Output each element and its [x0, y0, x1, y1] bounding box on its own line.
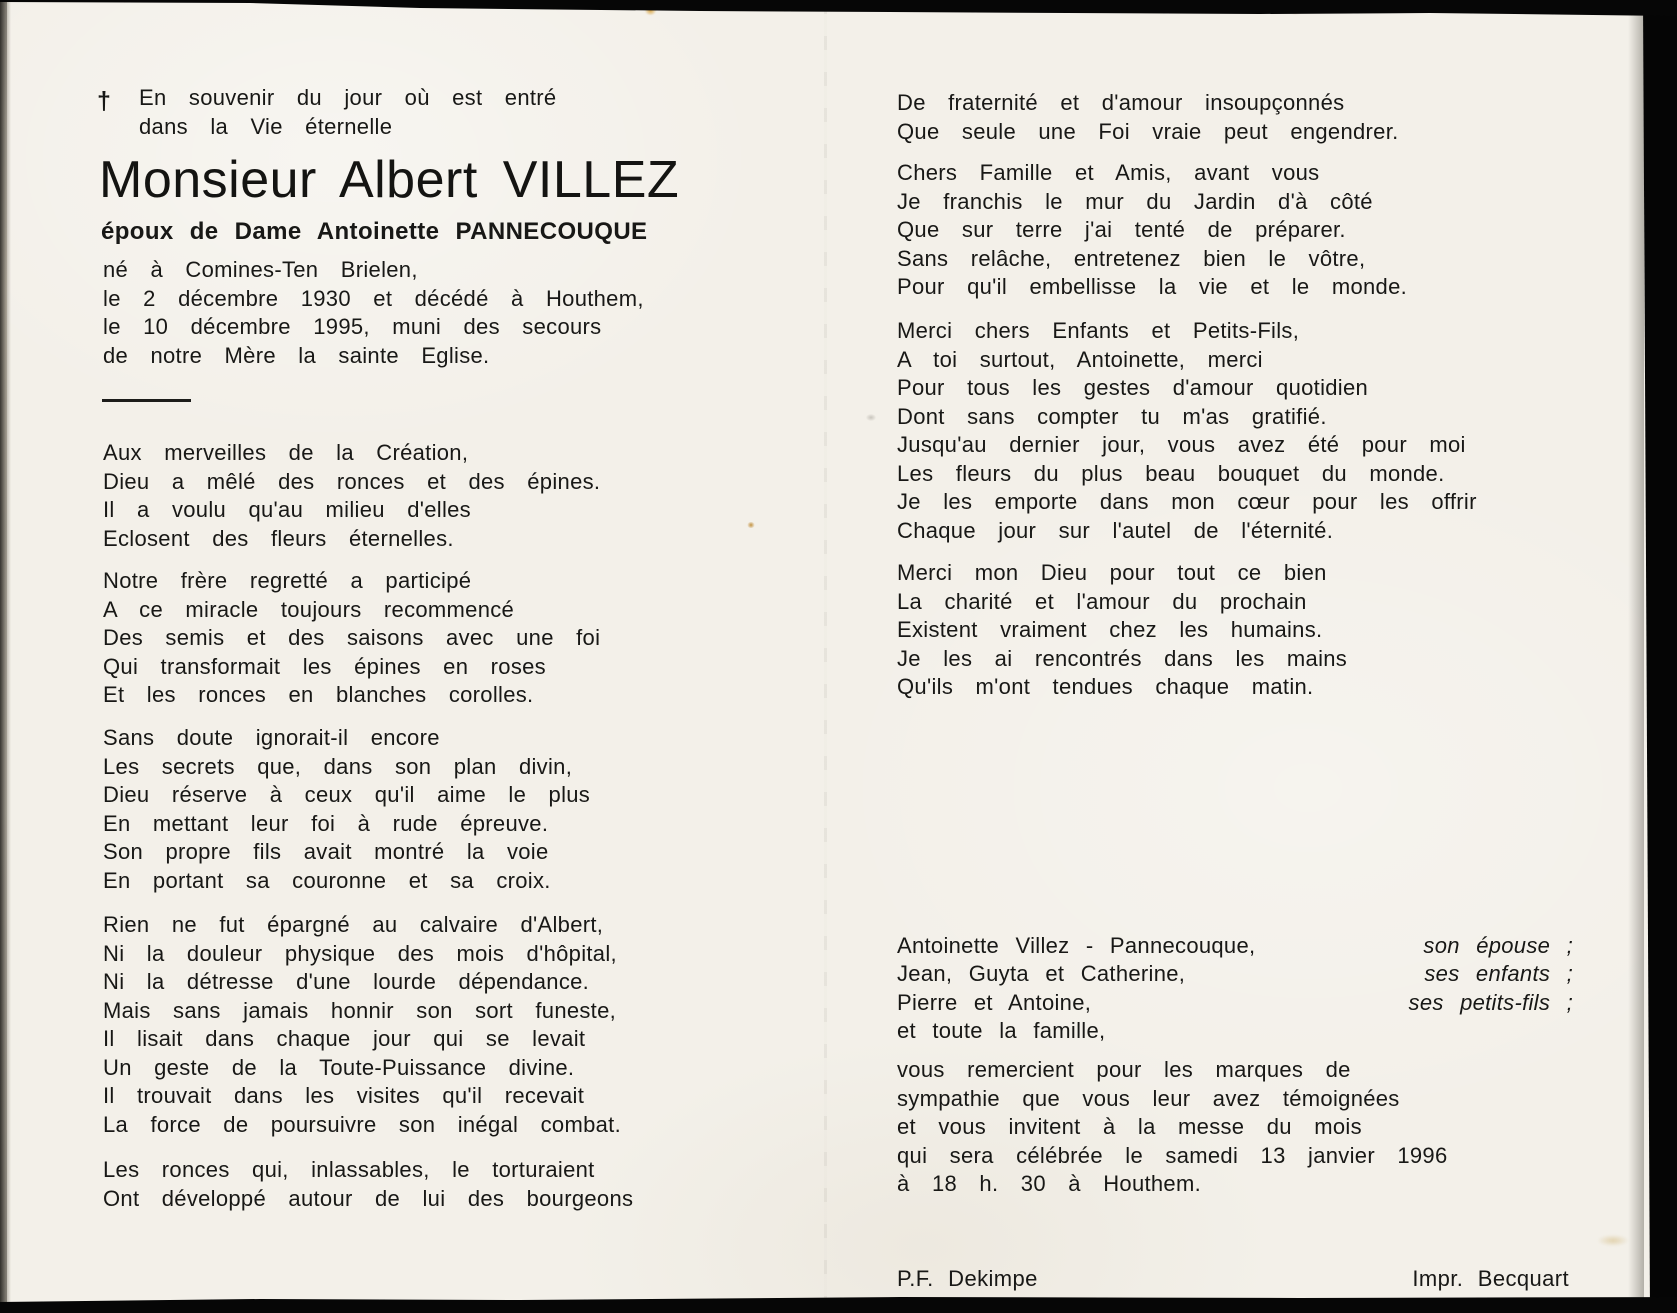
scan-right-shadow [1628, 0, 1644, 1313]
vitals-block [103, 256, 644, 370]
vitals-line: né à Comines-Ten Brielen, [103, 257, 418, 282]
poem-line: En portant sa couronne et sa croix. [103, 867, 551, 893]
poem-line: Eclosent des fleurs éternelles. [103, 525, 454, 551]
intro-line: En souvenir du jour où est entré [139, 85, 557, 110]
paper-stain [866, 414, 876, 421]
vitals-line: de notre Mère la sainte Eglise. [103, 342, 490, 368]
poem-line: Son propre fils avait montré la voie [103, 839, 549, 864]
poem-line: Chaque jour sur l'autel de l'éternité. [897, 517, 1334, 543]
poem-line: Rien ne fut épargné au calvaire d'Albert, [103, 912, 604, 937]
poem-stanza-right-2 [897, 159, 1407, 302]
scan-right-edge [1640, 0, 1677, 1313]
poem-line: Qui transformait les épines en roses [103, 653, 546, 679]
poem-line: Je franchis le mur du Jardin d'à côté [897, 188, 1373, 214]
family-row [897, 1017, 1573, 1045]
poem-line: Ont développé autour de lui des bourgeons [103, 1185, 634, 1211]
thanks-line: qui sera célébrée le samedi 13 janvier 1996 [897, 1142, 1448, 1168]
poem-line: Sans doute ignorait-il encore [103, 725, 440, 750]
poem-line: Et les ronces en blanches corolles. [103, 682, 534, 707]
paper-stain [1598, 1235, 1628, 1246]
family-name: et toute la famille, [897, 1018, 1106, 1044]
poem-line: Ni la détresse d'une lourde dépendance. [103, 969, 590, 994]
printer-credit: Impr. Becquart [1412, 1266, 1569, 1291]
thanks-block [897, 1056, 1448, 1199]
poem-stanza-right-1 [897, 89, 1399, 146]
cross-icon: † [97, 87, 111, 115]
poem-stanza-left-2 [103, 567, 600, 710]
vitals-line: le 2 décembre 1930 et décédé à Houthem, [103, 285, 644, 311]
family-row [897, 989, 1573, 1017]
center-fold-line [824, 0, 827, 1313]
intro-line: dans la Vie éternelle [139, 113, 393, 139]
poem-stanza-right-4 [897, 559, 1347, 702]
scan-left-edge [0, 0, 11, 1313]
poem-line: Dieu réserve à ceux qu'il aime le plus [103, 782, 591, 807]
poem-line: A toi surtout, Antoinette, merci [897, 346, 1263, 372]
poem-line: Notre frère regretté a participé [103, 568, 472, 593]
poem-line: Il lisait dans chaque jour qui se levait [103, 1026, 586, 1051]
poem-line: Qu'ils m'ont tendues chaque matin. [897, 674, 1314, 699]
poem-line: Sans relâche, entretenez bien le vôtre, [897, 245, 1366, 271]
scan-bottom-edge [0, 1295, 1677, 1313]
poem-line: De fraternité et d'amour insoupçonnés [897, 90, 1345, 115]
thanks-line: à 18 h. 30 à Houthem. [897, 1171, 1202, 1196]
poem-line: La charité et l'amour du prochain [897, 588, 1307, 614]
poem-line: Un geste de la Toute-Puissance divine. [103, 1054, 575, 1080]
family-name: Jean, Guyta et Catherine, [897, 961, 1186, 987]
poem-stanza-left-5 [103, 1156, 633, 1213]
poem-line: Que sur terre j'ai tenté de préparer. [897, 217, 1346, 242]
poem-line: Chers Famille et Amis, avant vous [897, 160, 1320, 185]
poem-line: Les secrets que, dans son plan divin, [103, 753, 573, 779]
poem-line: Existent vraiment chez les humains. [897, 617, 1323, 642]
vitals-line: le 10 décembre 1995, muni des secours [103, 314, 602, 339]
deceased-name: Monsieur Albert VILLEZ [99, 151, 680, 209]
family-name: Antoinette Villez - Pannecouque, [897, 933, 1256, 958]
poem-stanza-right-3 [897, 317, 1477, 545]
credits-row [897, 1266, 1569, 1292]
poem-line: Les ronces qui, inlassables, le torturaient [103, 1157, 595, 1182]
poem-line: Dont sans compter tu m'as gratifié. [897, 403, 1327, 429]
poem-line: Je les ai rencontrés dans les mains [897, 645, 1348, 671]
thanks-line: vous remercient pour les marques de [897, 1057, 1351, 1082]
poem-stanza-left-1 [103, 439, 600, 553]
spouse-line: époux de Dame Antoinette PANNECOUQUE [101, 218, 648, 245]
poem-line: Il a voulu qu'au milieu d'elles [103, 497, 471, 522]
poem-line: Il trouvait dans les visites qu'il recevait [103, 1083, 585, 1108]
family-block [897, 932, 1573, 1046]
poem-stanza-left-4 [103, 911, 621, 1139]
thanks-line: sympathie que vous leur avez témoignées [897, 1085, 1400, 1111]
poem-line: Aux merveilles de la Création, [103, 440, 469, 465]
poem-line: Pour tous les gestes d'amour quotidien [897, 375, 1369, 400]
poem-line: En mettant leur foi à rude épreuve. [103, 810, 549, 836]
poem-line: Mais sans jamais honnir son sort funeste, [103, 997, 617, 1023]
family-row [897, 932, 1573, 960]
poem-line: Ni la douleur physique des mois d'hôpital, [103, 940, 617, 966]
family-row [897, 960, 1573, 988]
poem-line: Merci mon Dieu pour tout ce bien [897, 560, 1327, 585]
funeral-home-credit: P.F. Dekimpe [897, 1266, 1038, 1291]
poem-line: Jusqu'au dernier jour, vous avez été pour moi [897, 432, 1466, 457]
poem-line: Que seule une Foi vraie peut engendrer. [897, 118, 1399, 144]
poem-line: La force de poursuivre son inégal combat. [103, 1111, 621, 1137]
poem-line: Merci chers Enfants et Petits-Fils, [897, 318, 1300, 343]
poem-line: Les fleurs du plus beau bouquet du monde. [897, 460, 1445, 486]
poem-stanza-left-3 [103, 724, 590, 895]
intro-block [139, 84, 556, 141]
family-relation: son épouse ; [1423, 933, 1573, 958]
poem-line: Je les emporte dans mon cœur pour les offrir [897, 489, 1477, 514]
paper-stain [747, 522, 755, 528]
family-relation: ses petits-fils ; [1408, 989, 1573, 1015]
poem-line: Des semis et des saisons avec une foi [103, 625, 601, 650]
scan-top-edge [0, 0, 1677, 16]
family-relation: ses enfants ; [1424, 961, 1573, 987]
poem-line: Dieu a mêlé des ronces et des épines. [103, 468, 601, 494]
poem-line: A ce miracle toujours recommencé [103, 596, 515, 622]
poem-line: Pour qu'il embellisse la vie et le monde. [897, 274, 1408, 299]
family-name: Pierre et Antoine, [897, 989, 1092, 1015]
divider-rule [102, 399, 191, 402]
thanks-line: et vous invitent à la messe du mois [897, 1114, 1362, 1139]
